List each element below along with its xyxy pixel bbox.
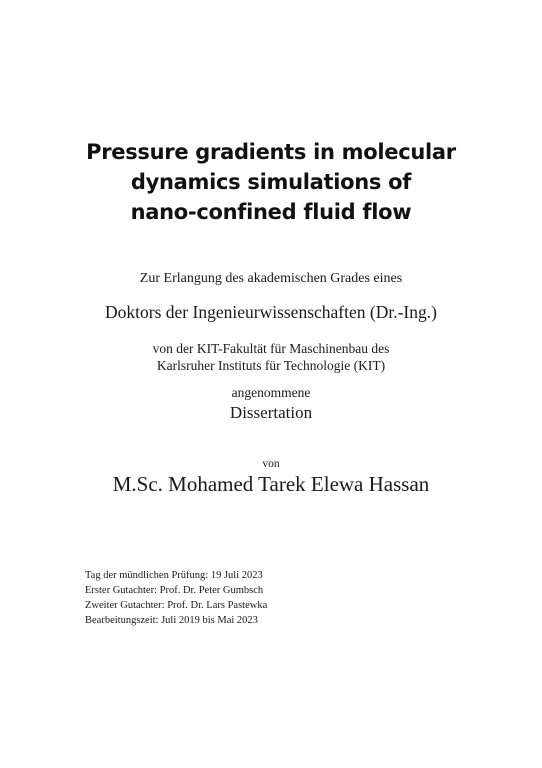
accepted-label: angenommene <box>231 385 311 400</box>
degree-name: Doktors der Ingenieurwissenschaften (Dr.-Ing.) <box>105 302 437 322</box>
document-type: Dissertation <box>229 403 313 422</box>
thesis-title-line-1: Pressure gradients in molecular <box>86 140 456 164</box>
examination-details <box>85 568 267 628</box>
first-reviewer: Erster Gutachter: Prof. Dr. Peter Gumbsch <box>85 585 264 596</box>
working-period: Bearbeitungszeit: Juli 2019 bis Mai 2023 <box>85 615 258 626</box>
faculty-line-1: von der KIT-Fakultät für Maschinenbau des <box>152 341 390 356</box>
author-name: M.Sc. Mohamed Tarek Elewa Hassan <box>112 472 430 496</box>
second-reviewer: Zweiter Gutachter: Prof. Dr. Lars Pastewka <box>85 600 268 611</box>
by-label: von <box>262 458 280 470</box>
thesis-title-line-3: nano-confined fluid flow <box>130 200 412 224</box>
exam-date: Tag der mündlichen Prüfung: 19 Juli 2023 <box>85 570 263 581</box>
degree-purpose: Zur Erlangung des akademischen Grades eines <box>139 271 403 286</box>
faculty-line-2: Karlsruher Instituts für Technologie (KIT) <box>156 358 386 373</box>
faculty-statement <box>0 340 542 374</box>
thesis-title-line-2: dynamics simulations of <box>130 170 412 194</box>
thesis-title <box>0 137 542 227</box>
